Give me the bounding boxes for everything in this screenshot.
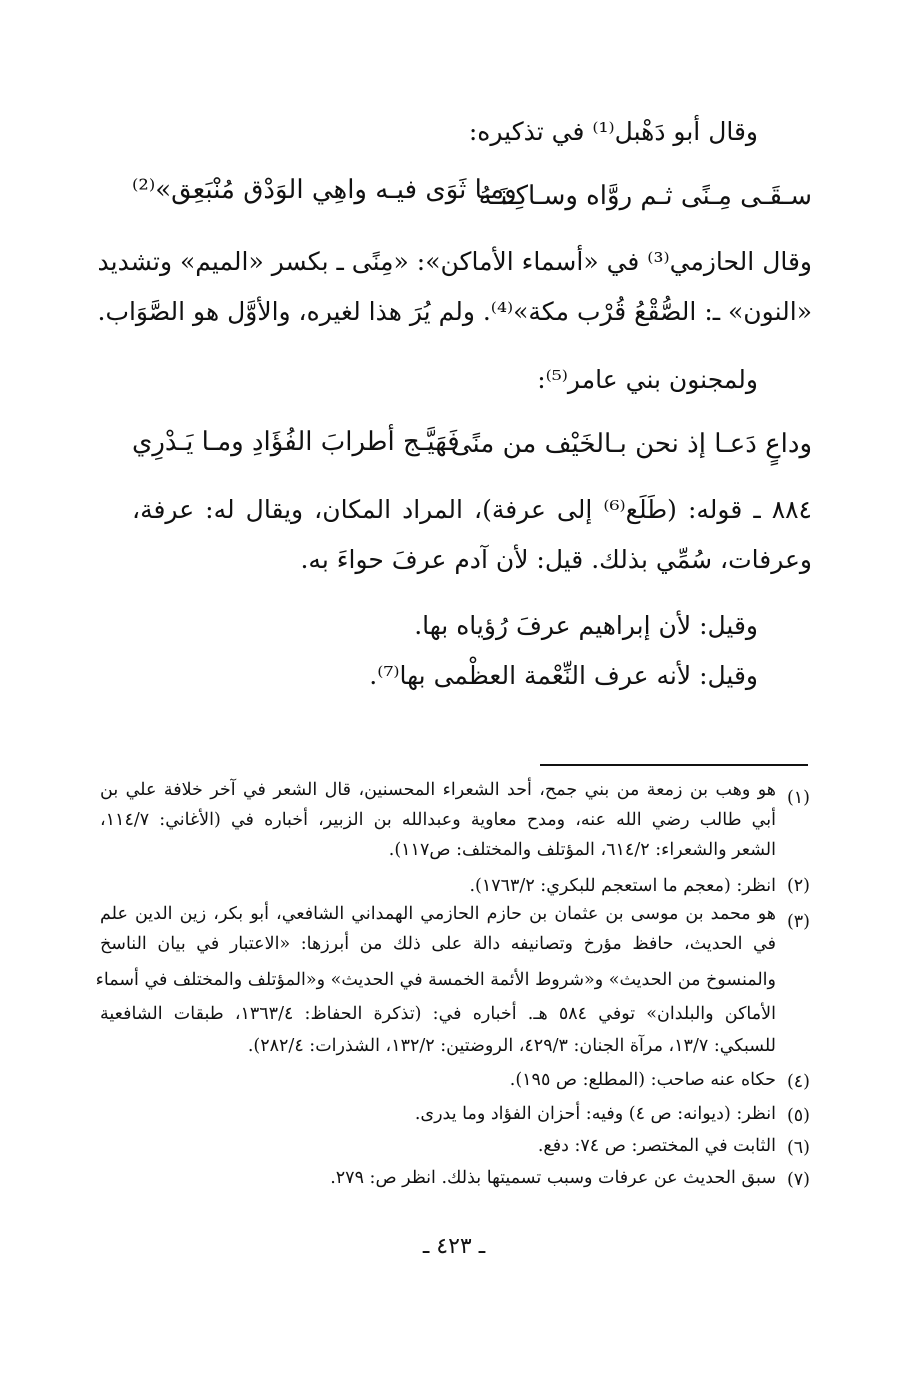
footnote-3-line-3: والمنسوخ من الحديث» و«شروط الأئمة الخمسة في الحديث» و«المؤتلف والمختلف في أسماء	[95, 970, 776, 990]
footnote-6-number: (٦)	[786, 1138, 810, 1158]
majnun-intro-line: ولمجنون بني عامر⁽⁵⁾:	[537, 365, 758, 394]
footnote-1-line-2: أبي طالب رضي الله عنه، ومدح معاوية وعبدالله بن الزبير، أخباره في (الأغاني: ١١٤/٧،	[100, 810, 776, 830]
footnote-1-number: (١)	[786, 788, 810, 808]
footnote-2-line-1: انظر: (معجم ما استعجم للبكري: ١٧٦٣/٢).	[469, 876, 776, 896]
footnote-6-line-1: الثابت في المختصر: ص ٧٤: دفع.	[537, 1136, 776, 1156]
entry-884-line-1: ٨٨٤ ـ قوله: (طَلَع⁽⁶⁾ إلى عرفة)، المراد المكان، ويقال له: عرفة،	[132, 495, 812, 524]
footnote-7-line-1: سبق الحديث عن عرفات وسبب تسميتها بذلك. انظر ص: ٢٧٩.	[330, 1168, 776, 1188]
verse-1-second-hemistich: ومـا ثَوَى فيـه واهِي الوَدْق مُنْبَعِق»⁽²⁾	[132, 175, 517, 205]
footnote-5-number: (٥)	[786, 1106, 810, 1126]
footnote-4-line-1: حكاه عنه صاحب: (المطلع: ص ١٩٥).	[509, 1070, 776, 1090]
verse-1-first-hemistich: سـقَـى مِـنًى ثـم روَّاه وسـاكِـنَـهُ	[478, 181, 812, 211]
hazimi-quote-line-1: وقال الحازمي⁽³⁾ في «أسماء الأماكن»: «مِنًى ـ بكسر «الميم» وتشديد	[97, 247, 812, 276]
footnote-1-line-1: هو وهب بن زمعة من بني جمح، أحد الشعراء المحسنين، قال الشعر في آخر خلافة علي بن	[100, 780, 776, 800]
intro-line-abu-dahbal: وقال أبو دَهْبل⁽¹⁾ في تذكيره:	[468, 117, 758, 146]
footnote-3-line-4: الأماكن والبلدان» توفي ٥٨٤ هـ. أخباره في: (تذكرة الحفاظ: ١٣٦٣/٤، طبقات الشافعية	[100, 1004, 776, 1024]
footnote-2-number: (٢)	[786, 876, 810, 896]
footnote-1-line-3: الشعر والشعراء: ٦١٤/٢، المؤتلف والمختلف: ص١١٧).	[388, 840, 776, 860]
footnote-3-line-1: هو محمد بن موسى بن عثمان بن حازم الحازمي الهمداني الشافعي، أبو بكر، زين الدين علم	[100, 904, 776, 924]
entry-884-line-2: وعرفات، سُمِّي بذلك. قيل: لأن آدم عرفَ حواءَ به.	[300, 545, 812, 574]
page-number: ـ ٤٢٣ ـ	[422, 1234, 486, 1259]
footnote-3-number: (٣)	[786, 912, 810, 932]
footnote-3-line-5: للسبكي: ١٣/٧، مرآة الجنان: ٤٢٩/٣، الروضتين: ١٣٢/٢، الشذرات: ٢٨٢/٤).	[247, 1036, 776, 1056]
verse-2-second-hemistich: فَهَيَّـج أطرابَ الفُؤَادِ ومـا يَـدْرِي	[132, 427, 460, 457]
hazimi-quote-line-2: «النون» ـ: الصُّقْعُ قُرْب مكة»⁽⁴⁾. ولم يُرَ هذا لغيره، والأوَّل هو الصَّوَاب.	[97, 297, 812, 326]
footnote-3-line-2: في الحديث، حافظ مؤرخ وتصانيفه دالة على ذلك من أبرزها: «الاعتبار في بيان الناسخ	[100, 934, 776, 954]
verse-2-first-hemistich: وداعٍ دَعـا إذ نحن بـالخَيْف من منًى	[450, 429, 812, 459]
entry-884-line-3: وقيل: لأن إبراهيم عرفَ رُؤياه بها.	[414, 611, 758, 640]
entry-884-line-4: وقيل: لأنه عرف النِّعْمة العظْمى بها⁽⁷⁾.	[369, 661, 758, 690]
footnote-7-number: (٧)	[786, 1170, 810, 1190]
footnote-4-number: (٤)	[786, 1072, 810, 1092]
footnote-5-line-1: انظر: (ديوانه: ص ٤) وفيه: أحزان الفؤاد وما يدرى.	[414, 1104, 776, 1124]
footnote-separator	[540, 764, 808, 766]
